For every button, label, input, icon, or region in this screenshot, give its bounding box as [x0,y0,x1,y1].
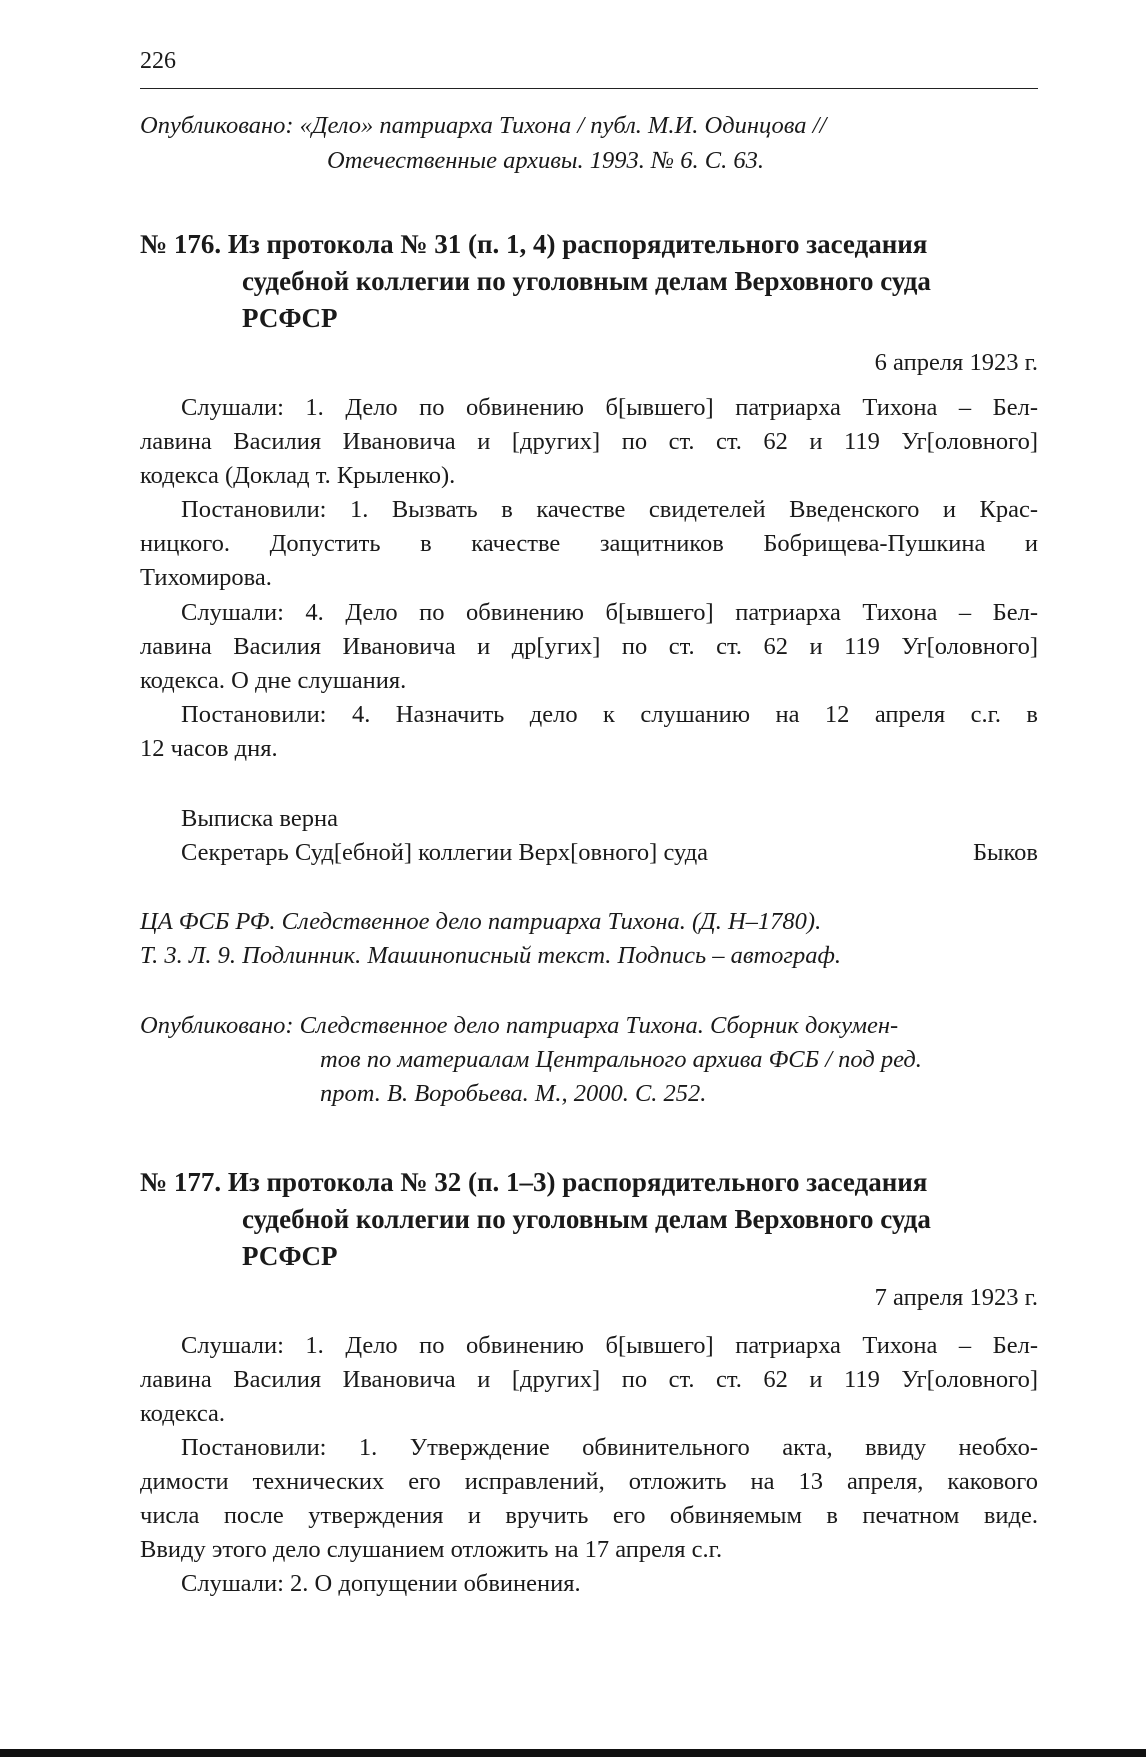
doc176-pub-text-1: Следственное дело патриарха Тихона. Сборник докумен- [299,1012,899,1039]
doc177-p2-line1: Постановили: 1. Утверждение обвинительного акта, ввиду необхо- [181,1434,1038,1461]
doc177-p1-line3: кодекса. [140,1400,226,1427]
doc176-heading-line2: судебной коллегии по уголовным делам Верховного суда [242,266,931,296]
doc176-pub-line3: прот. В. Воробьева. М., 2000. С. 252. [320,1080,707,1107]
doc177-p2-line3: числа после утверждения и вручить его обвиняемым в печатном виде. [140,1502,1038,1529]
doc177-p2-line4: Ввиду этого дело слушанием отложить на 17 апреля с.г. [140,1536,723,1563]
doc176-p2-line2: ницкого. Допустить в качестве защитников Бобрищева-Пушкина и [140,530,1038,557]
doc176-pub-line2: тов по материалам Центрального архива ФСБ / под ред. [320,1046,922,1073]
doc177-p1-line1: Слушали: 1. Дело по обвинению б[ывшего] патриарха Тихона – Бел- [181,1332,1038,1359]
pub1-line1 [140,110,826,142]
doc177-heading-line1 [140,1164,927,1201]
doc176-source-line1: ЦА ФСБ РФ. Следственное дело патриарха Тихона. (Д. Н–1780). [140,908,822,935]
doc177-heading-line3: РСФСР [242,1241,338,1271]
doc176-p3-line3: кодекса. О дне слушания. [140,667,407,694]
doc176-p3-line1: Слушали: 4. Дело по обвинению б[ывшего] патриарха Тихона – Бел- [181,599,1038,626]
doc176-heading-text-1: Из протокола № 31 (п. 1, 4) распорядительного заседания [227,229,928,259]
doc177-heading-text-1: Из протокола № 32 (п. 1–3) распорядительного заседания [227,1167,928,1197]
doc176-p1-line1: Слушали: 1. Дело по обвинению б[ывшего] патриарха Тихона – Бел- [181,394,1038,421]
doc177-date: 7 апреля 1923 г. [874,1284,1038,1311]
doc177-heading-num: № 177. [140,1167,222,1197]
doc177-p3-line1: Слушали: 2. О допущении обвинения. [181,1570,581,1597]
pub1-label: Опубликовано: [140,112,294,139]
doc176-date: 6 апреля 1923 г. [874,349,1038,376]
doc176-heading-line3: РСФСР [242,303,338,333]
doc176-p4-line1: Постановили: 4. Назначить дело к слушанию на 12 апреля с.г. в [181,701,1038,728]
doc176-heading-line1 [140,226,927,263]
doc176-pub-label: Опубликовано: [140,1012,294,1039]
doc177-p2-line2: димости технических его исправлений, отложить на 13 апреля, какового [140,1468,1038,1495]
doc176-heading-num: № 176. [140,229,222,259]
doc176-signer: Быков [972,839,1038,866]
doc176-pub-line1 [140,1010,898,1042]
doc176-extract-note: Выписка верна [181,805,338,832]
doc177-heading-line2: судебной коллегии по уголовным делам Верховного суда [242,1204,931,1234]
page-number: 226 [140,48,176,74]
pub1-line2: Отечественные архивы. 1993. № 6. С. 63. [327,147,764,174]
doc176-p1-line3: кодекса (Доклад т. Крыленко). [140,462,456,489]
pub1-text-1: «Дело» патриарха Тихона / публ. М.И. Одинцова // [299,112,827,139]
doc176-p1-line2: лавина Василия Ивановича и [других] по ст. ст. 62 и 119 Уг[оловного] [140,428,1038,455]
doc176-p4-line2: 12 часов дня. [140,735,278,762]
doc176-p2-line3: Тихомирова. [140,564,272,591]
bottom-edge-bar [0,1749,1146,1757]
doc176-p2-line1: Постановили: 1. Вызвать в качестве свидетелей Введенского и Крас- [181,496,1038,523]
doc176-p3-line2: лавина Василия Ивановича и др[угих] по ст. ст. 62 и 119 Уг[оловного] [140,633,1038,660]
header-rule [140,88,1038,89]
doc177-p1-line2: лавина Василия Ивановича и [других] по ст. ст. 62 и 119 Уг[оловного] [140,1366,1038,1393]
doc176-secretary: Секретарь Суд[ебной] коллегии Верх[овного] суда [181,839,709,866]
doc176-source-line2: Т. 3. Л. 9. Подлинник. Машинописный текст. Подпись – автограф. [140,942,842,969]
